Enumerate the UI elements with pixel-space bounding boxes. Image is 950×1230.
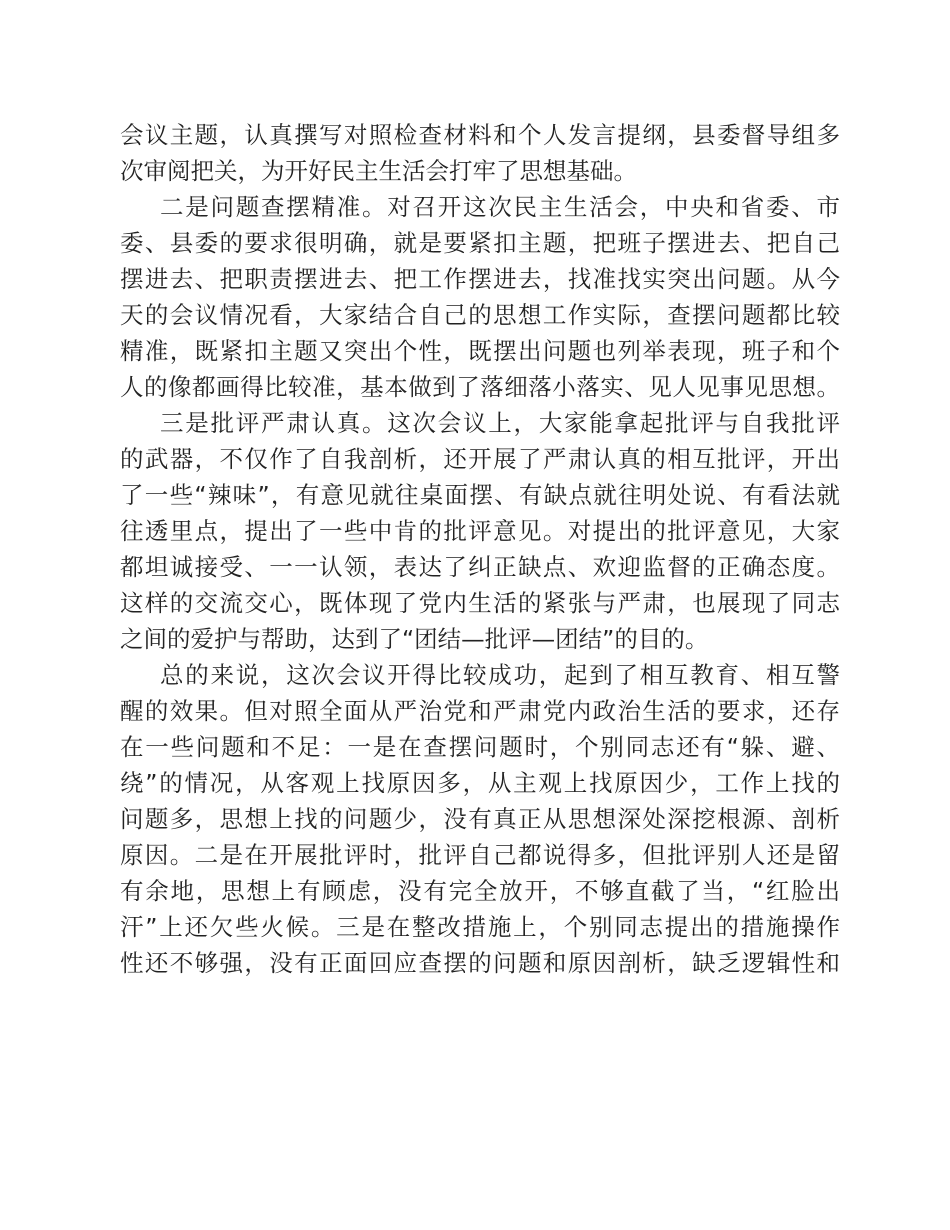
- text-line: 都坦诚接受、一一认领，表达了纠正缺点、欢迎监督的正确态度。: [120, 553, 840, 581]
- text-line: 绕”的情况，从客观上找原因多，从主观上找原因少，工作上找的: [120, 769, 840, 797]
- text-line: 总的来说，这次会议开得比较成功，起到了相互教育、相互警: [160, 661, 840, 689]
- paragraph: [120, 189, 840, 405]
- text-line: 次审阅把关，为开好民主生活会打牢了思想基础。: [120, 157, 637, 185]
- text-line: 原因。二是在开展批评时，批评自己都说得多，但批评别人还是留: [120, 841, 840, 869]
- text-line: 委、县委的要求很明确，就是要紧扣主题，把班子摆进去、把自己: [120, 229, 840, 257]
- paragraph: [120, 405, 840, 657]
- text-line: 摆进去、把职责摆进去、把工作摆进去，找准找实突出问题。从今: [120, 265, 840, 293]
- text-line: 人的像都画得比较准，基本做到了落细落小落实、见人见事见思想。: [120, 373, 840, 401]
- body-text: [120, 117, 840, 981]
- text-line: 性还不够强，没有正面回应查摆的问题和原因剖析，缺乏逻辑性和: [120, 949, 840, 977]
- text-line: 精准，既紧扣主题又突出个性，既摆出问题也列举表现，班子和个: [120, 337, 840, 365]
- paragraph: [120, 117, 840, 189]
- text-line: 有余地，思想上有顾虑，没有完全放开，不够直截了当，“红脸出: [120, 877, 840, 905]
- text-line: 了一些“辣味”，有意见就往桌面摆、有缺点就往明处说、有看法就: [120, 481, 840, 509]
- text-line: 会议主题，认真撰写对照检查材料和个人发言提纲，县委督导组多: [120, 121, 840, 149]
- text-line: 往透里点，提出了一些中肯的批评意见。对提出的批评意见，大家: [120, 517, 840, 545]
- text-line: 天的会议情况看，大家结合自己的思想工作实际，查摆问题都比较: [120, 301, 840, 329]
- text-line: 的武器，不仅作了自我剖析，还开展了严肃认真的相互批评，开出: [120, 445, 840, 473]
- text-line: 醒的效果。但对照全面从严治党和严肃党内政治生活的要求，还存: [120, 697, 840, 725]
- paragraph: [120, 657, 840, 981]
- text-line: 在一些问题和不足：一是在查摆问题时，个别同志还有“躲、避、: [120, 733, 840, 761]
- text-line: 之间的爱护与帮助，达到了“团结—批评—团结”的目的。: [120, 625, 709, 653]
- text-line: 这样的交流交心，既体现了党内生活的紧张与严肃，也展现了同志: [120, 589, 840, 617]
- text-line: 问题多，思想上找的问题少，没有真正从思想深处深挖根源、剖析: [120, 805, 840, 833]
- text-line: 二是问题查摆精准。对召开这次民主生活会，中央和省委、市: [160, 193, 840, 221]
- text-line: 汗”上还欠些火候。三是在整改措施上，个别同志提出的措施操作: [120, 913, 840, 941]
- text-line: 三是批评严肃认真。这次会议上，大家能拿起批评与自我批评: [160, 409, 840, 437]
